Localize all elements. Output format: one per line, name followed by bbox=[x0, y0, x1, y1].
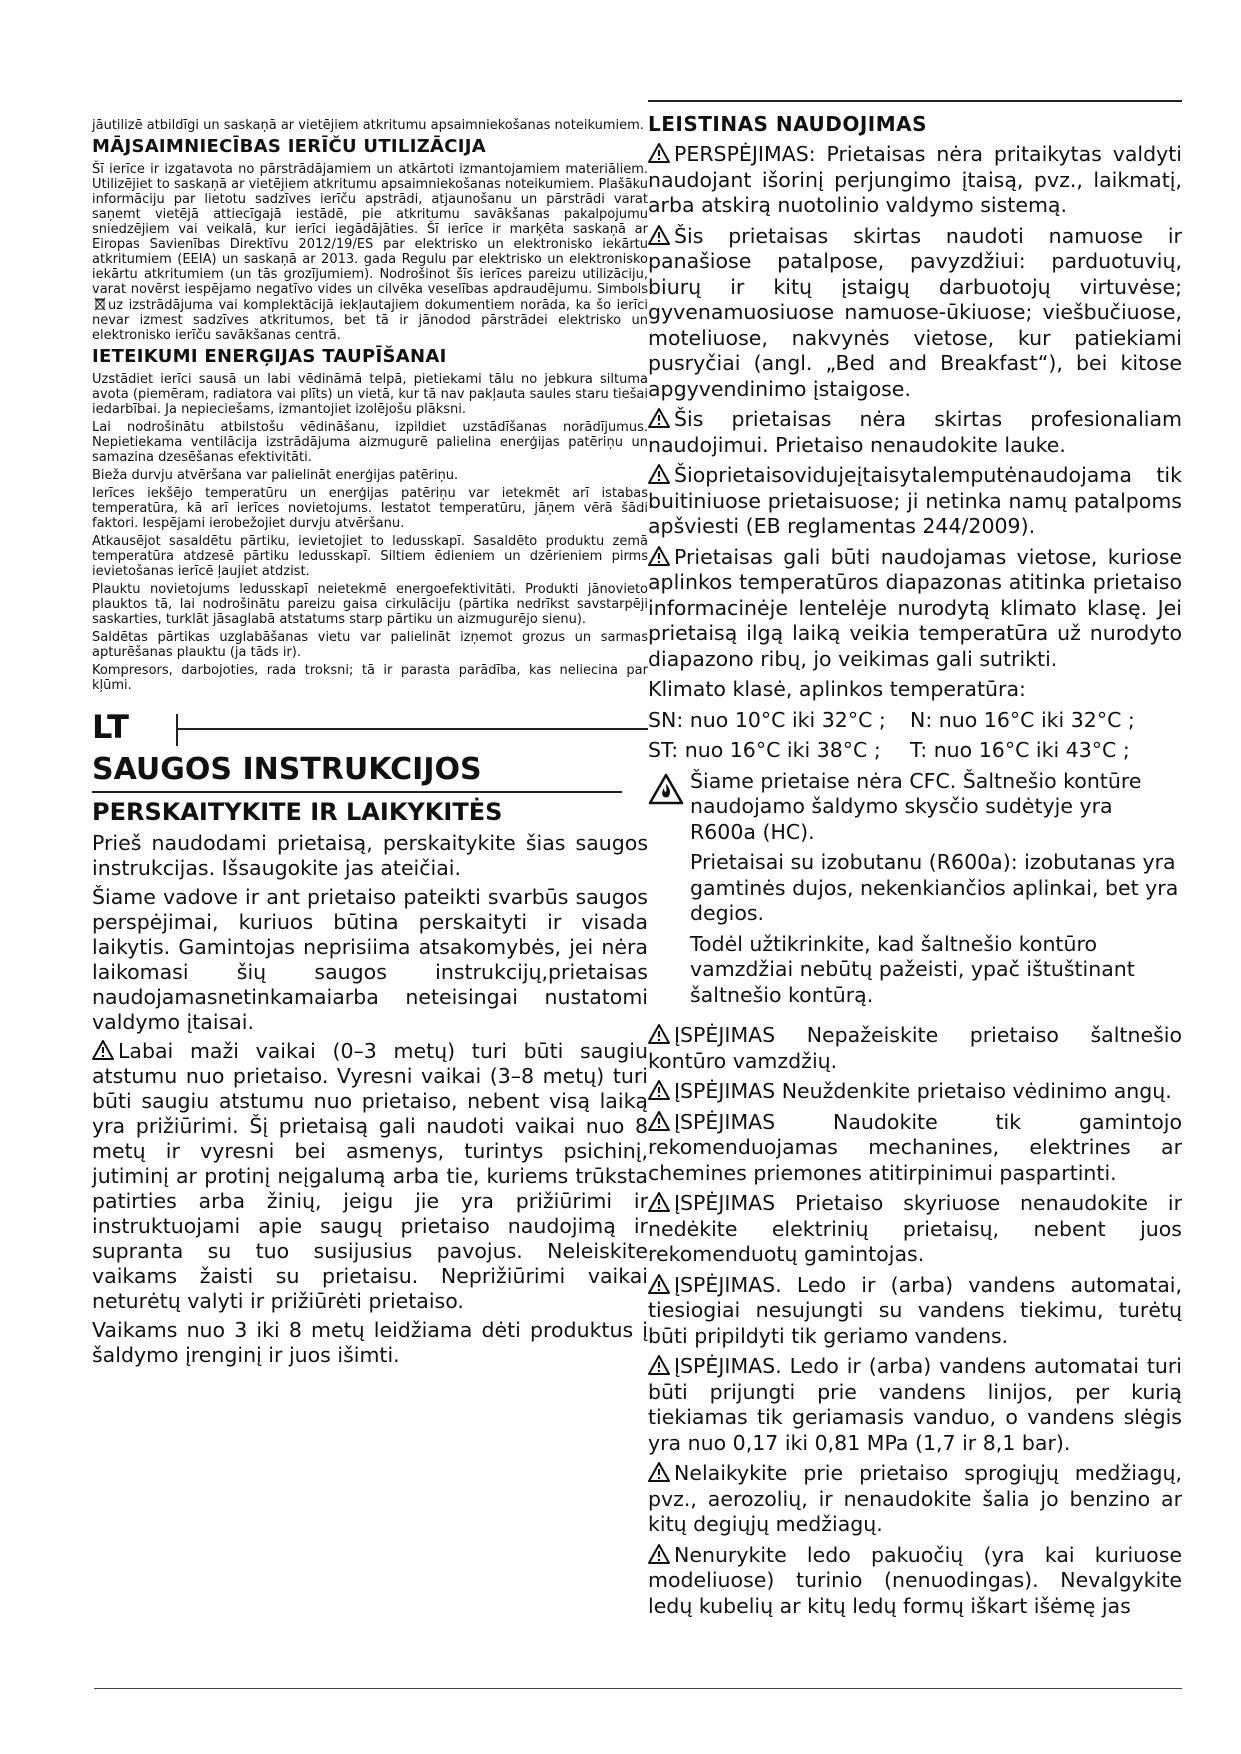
warning-icon bbox=[648, 143, 670, 163]
right-column bbox=[648, 112, 1182, 1624]
lt-left-body bbox=[92, 831, 648, 1368]
flammable-warning-icon bbox=[648, 773, 690, 1014]
wee-bin-icon bbox=[94, 297, 106, 311]
flammable-paragraph-1: Šiame prietaise nėra CFC. Šaltnešio kontūre naudojamo šaldymo skysčio sudėtyje yra R600a (HC). bbox=[690, 768, 1142, 844]
lt-paragraph-4: Vaikams nuo 3 iki 8 metų leidžiama dėti produktus į šaldymo įrenginį ir juos išimti. bbox=[92, 1318, 648, 1367]
lv-energy-paragraph-8: Kompresors, darbojoties, rada troksni; tā ir parasta parādība, kas neliecina par kļūmi. bbox=[92, 663, 648, 693]
warning-icon bbox=[648, 225, 670, 245]
warning-icon bbox=[648, 1080, 670, 1100]
warning-paragraph-4: ĮSPĖJIMAS Prietaiso skyriuose nenaudokite ir nedėkite elektrinių prietaisų, nebent juos rekomenduotų gamintojas. bbox=[648, 1191, 1182, 1266]
warning-paragraph-5: ĮSPĖJIMAS. Ledo ir (arba) vandens automatai, tiesiogiai nesujungti su vandens tiekimu, turėtų būti pripildyti tik geriamo vandens. bbox=[648, 1272, 1182, 1348]
language-code-row bbox=[92, 707, 648, 747]
lv-intro-paragraph: jāutilizē atbildīgi un saskaņā ar vietējiem atkritumu apsaimniekošanas noteikumiem. bbox=[92, 118, 644, 133]
lv-energy-paragraph-3: Bieža durvju atvēršana var palielināt enerģijas patēriņu. bbox=[92, 468, 459, 483]
warning-icon bbox=[648, 1274, 670, 1294]
right-paragraph-4: Šioprietaisovidujeįtaisytalemputėnaudojama tik buitiniuose prietaisuose; ji netinka namų patalpoms apšviesti (EB reglamentas 244/2009). bbox=[648, 463, 1182, 538]
flammable-text bbox=[690, 769, 1182, 1014]
lv-energy-paragraph-1: Uzstādiet ierīci sausā un labi vēdināmā telpā, pietiekami tālu no jebkura siltuma avota (piemēram, radiatora vai plīts) un vietā, kur tā nav pakļauta saules staru tiešai iedarbībai. Ja nepieciešams, izmantojiet izolējošu plāksni. bbox=[92, 372, 648, 417]
lt-paragraph-1: Prieš naudodami prietaisą, perskaitykite šias saugos instrukcijas. Išsaugokite jas ateičiai. bbox=[92, 831, 648, 880]
bottom-rule bbox=[94, 1688, 1182, 1689]
climate-t: T: nuo 16°C iki 43°C ; bbox=[910, 738, 1130, 762]
warning-paragraph-6: ĮSPĖJIMAS. Ledo ir (arba) vandens automatai turi būti prijungti prie vandens linijos, per kurią tiekiamas tik geriamasis vanduo, o vandens slėgis yra nuo 0,17 iki 0,81 MPa (1,7 ir 8,1 bar). bbox=[648, 1354, 1182, 1455]
lt-section-header bbox=[92, 707, 648, 827]
warning-icon bbox=[648, 408, 670, 428]
lv-energy-paragraph-5: Atkausējot sasaldētu pārtiku, ievietojiet to ledusskapī. Sasaldēto produktu zemā temperatūra atdzesē pārtiku ledusskapī. Siltiem ēdieniem un dzērieniem pirms ievietošanas ierīcē ļaujiet atdzist. bbox=[92, 534, 648, 579]
warning-paragraph-8: Nenurykite ledo pakuočių (yra kai kuriuose modeliuose) turinio (nenuodingas). Nevalgykite ledų kubelių ar kitų ledų formų iškart išėmę jas bbox=[648, 1542, 1182, 1618]
right-paragraph-3: Šis prietaisas nėra skirtas profesionaliam naudojimui. Prietaiso nenaudokite lauke. bbox=[648, 407, 1182, 457]
flammable-paragraph-3: Todėl užtikrinkite, kad šaltnešio kontūro vamzdžiai nebūtų pažeisti, ypač ištuštinant šaltnešio kontūrą. bbox=[690, 931, 1135, 1007]
left-column bbox=[92, 118, 648, 1372]
section-subtitle: PERSKAITYKITE IR LAIKYKITĖS bbox=[92, 798, 503, 826]
warning-icon bbox=[648, 1355, 670, 1375]
climate-class-row-1 bbox=[648, 708, 1182, 734]
warning-paragraph-7: Nelaikykite prie prietaiso sprogiųjų medžiagų, pvz., aerozolių, ir nenaudokite šalia jo benzino ar kitų degiųjų medžiagų. bbox=[648, 1461, 1182, 1536]
warning-paragraph-2: ĮSPĖJIMAS Neuždenkite prietaiso vėdinimo angų. bbox=[648, 1079, 1182, 1105]
warning-icon bbox=[648, 1192, 670, 1212]
right-paragraph-2: Šis prietaisas skirtas naudoti namuose ir panašiose patalpose, pavyzdžiui: parduotuvių, biurų ir kitų įstaigų darbuotojų virtuvėse; gyvenamuosiuose namuose-ūkiuose; viešbučiuose, moteliuose, nakvynės vietose, kur patiekiami pusryčiai (angl. „Bed and Breakfast“), bei kitose apgyvendinimo įstaigose. bbox=[648, 223, 1182, 401]
lv-disposal-heading: MĀJSAIMNIECĪBAS IERĪČU UTILIZĀCIJA bbox=[92, 136, 487, 157]
lv-energy-paragraph-6: Plauktu novietojums ledusskapī neietekmē energoefektivitāti. Produkti jānovieto plauktos tā, lai nodrošinātu pareizu gaisa cirkulāciju (pārtika nedrīkst savstarpēji saskarties, turklāt jāsaglabā atstatums starp pārtiku un aizmugurējo sienu). bbox=[92, 582, 648, 627]
climate-class-row-2 bbox=[648, 738, 1182, 764]
climate-n: N: nuo 16°C iki 32°C ; bbox=[910, 707, 1135, 732]
top-rule bbox=[648, 100, 1182, 102]
permitted-use-heading: LEISTINAS NAUDOJIMAS bbox=[648, 112, 928, 136]
lv-energy-paragraph-7: Saldētas pārtikas uzglabāšanas vietu var palielināt izņemot grozus un sarmas apturēšanas plauktu (ja tāds ir). bbox=[92, 630, 648, 660]
warning-icon bbox=[92, 1040, 114, 1060]
lv-energy-paragraph-2: Lai nodrošinātu atbilstošu vēdināšanu, izpildiet uzstādīšanas norādījumus. Nepietiekama ventilācija izstrādājuma aizmugurē palielina enerģijas patēriņu un samazina dzesēšanas efektivitāti. bbox=[92, 420, 648, 465]
latvian-section bbox=[92, 118, 648, 693]
flammable-paragraph-2: Prietaisai su izobutanu (R600a): izobutanas yra gamtinės dujos, nekenkiančios aplinkai, bet yra degios. bbox=[690, 850, 1179, 925]
climate-class-label: Klimato klasė, aplinkos temperatūra: bbox=[648, 677, 1026, 701]
language-code-rule bbox=[176, 728, 648, 730]
warning-icon bbox=[648, 1111, 670, 1131]
lv-disposal-paragraph: Šī ierīce ir izgatavota no pārstrādājamiem un atkārtoti izmantojamiem materiāliem. Utilizējiet to saskaņā ar vietējiem atkritumu apsaimniekošanas noteikumiem. Plašāku informāciju par lietotu sadzīves ierīču apstrādi, atjaunošanu un pārstrādi varat saņemt vietējā attiecīgajā iestādē, pie atkritumu savākšanas pakalpojumu sniedzējiem vai veikalā, kur ierīci iegādājāties. Šī ierīce ir marķēta saskaņā ar Eiropas Savienības Direktīvu 2012/19/ES par elektrisko un elektronisko iekārtu atkritumiem (EEIA) un saskaņā ar 2013. gada Regulu par elektrisko un elektronisko iekārtu atkritumiem (un tās grozījumiem). Nodrošinot šīs ierīces pareizu utilizāciju, varat novērst iespējamo negatīvo vides un cilvēka veselības apdraudējumu. Simbolsuz izstrādājuma vai komplektācijā iekļautajiem dokumentiem norāda, ka šo ierīci nevar izmest sadzīves atkritumos, bet tā ir jānodod pārstrādei elektrisko un elektronisko ierīču savākšanas centrā. bbox=[92, 162, 648, 343]
lv-energy-paragraph-4: Ierīces iekšējo temperatūru un enerģijas patēriņu var ietekmēt arī istabas temperatūra, kā arī ierīces novietojums. Iestatot temperatūru, jāņem vērā šādi faktori. Iespējami ierobežojiet durvju atvēršanu. bbox=[92, 486, 648, 531]
flammable-refrigerant-block bbox=[648, 769, 1182, 1014]
warning-paragraph-1: ĮSPĖJIMAS Nepažeiskite prietaiso šaltnešio kontūro vamzdžių. bbox=[648, 1023, 1182, 1073]
language-code: LT bbox=[92, 708, 129, 746]
climate-sn: SN: nuo 10°C iki 32°C ; bbox=[648, 707, 886, 732]
lv-energy-heading: IETEIKUMI ENERĢIJAS TAUPĪŠANAI bbox=[92, 346, 447, 367]
lt-paragraph-3: Labai maži vaikai (0–3 metų) turi būti saugiu atstumu nuo prietaiso. Vyresni vaikai (3–8 metų) turi būti saugiu atstumu nuo prietaiso, nebent visą laiką yra prižiūrimi. Šį prietaisą gali naudoti vaikai nuo 8 metų ir vyresni bei asmenys, turintys psichinį, jutiminį ar protinį neįgalumą arba tie, kuriems trūksta patirties arba žinių, jeigu jie yra prižiūrimi ir instruktuojami apie saugų prietaiso naudojimą ir supranta su tuo susijusius pavojus. Neleiskite vaikams žaisti su prietaisu. Neprižiūrimi vaikai neturėtų valyti ir prižiūrėti prietaiso. bbox=[92, 1039, 648, 1313]
page-title: SAUGOS INSTRUKCIJOS bbox=[92, 751, 622, 793]
warning-icon bbox=[648, 546, 670, 566]
warning-icon bbox=[648, 464, 670, 484]
lt-paragraph-2: Šiame vadove ir ant prietaiso pateikti svarbūs saugos perspėjimai, kuriuos būtina perskaityti ir visada laikytis. Gamintojas neprisiima atsakomybės, jei nėra laikomasi šių saugos instrukcijų,prietaisas naudojamasnetinkamaiarba neteisingai nustatomi valdymo įtaisai. bbox=[92, 885, 648, 1034]
warning-icon bbox=[648, 1024, 670, 1044]
lt-right-body bbox=[648, 142, 1182, 1619]
warning-icon bbox=[648, 1544, 670, 1564]
right-paragraph-1: PERSPĖJIMAS: Prietaisas nėra pritaikytas valdyti naudojant išorinį perjungimo įtaisą, pvz., laikmatį, arba atskirą nuotolinio valdymo sistemą. bbox=[648, 142, 1182, 217]
warning-icon bbox=[648, 1462, 670, 1482]
warning-paragraph-3: ĮSPĖJIMAS Naudokite tik gamintojo rekomenduojamas mechanines, elektrines ar chemines priemones atitirpinimui paspartinti. bbox=[648, 1109, 1182, 1185]
climate-st: ST: nuo 16°C iki 38°C ; bbox=[648, 738, 881, 762]
right-paragraph-5: Prietaisas gali būti naudojamas vietose, kuriose aplinkos temperatūros diapazonas atitinka prietaiso informacinėje lentelėje nurodytą klimato klasę. Jei prietaisą ilgą laiką veikia temperatūra už nurodyto diapazono ribų, jo veikimas gali sutrikti. bbox=[648, 544, 1182, 671]
